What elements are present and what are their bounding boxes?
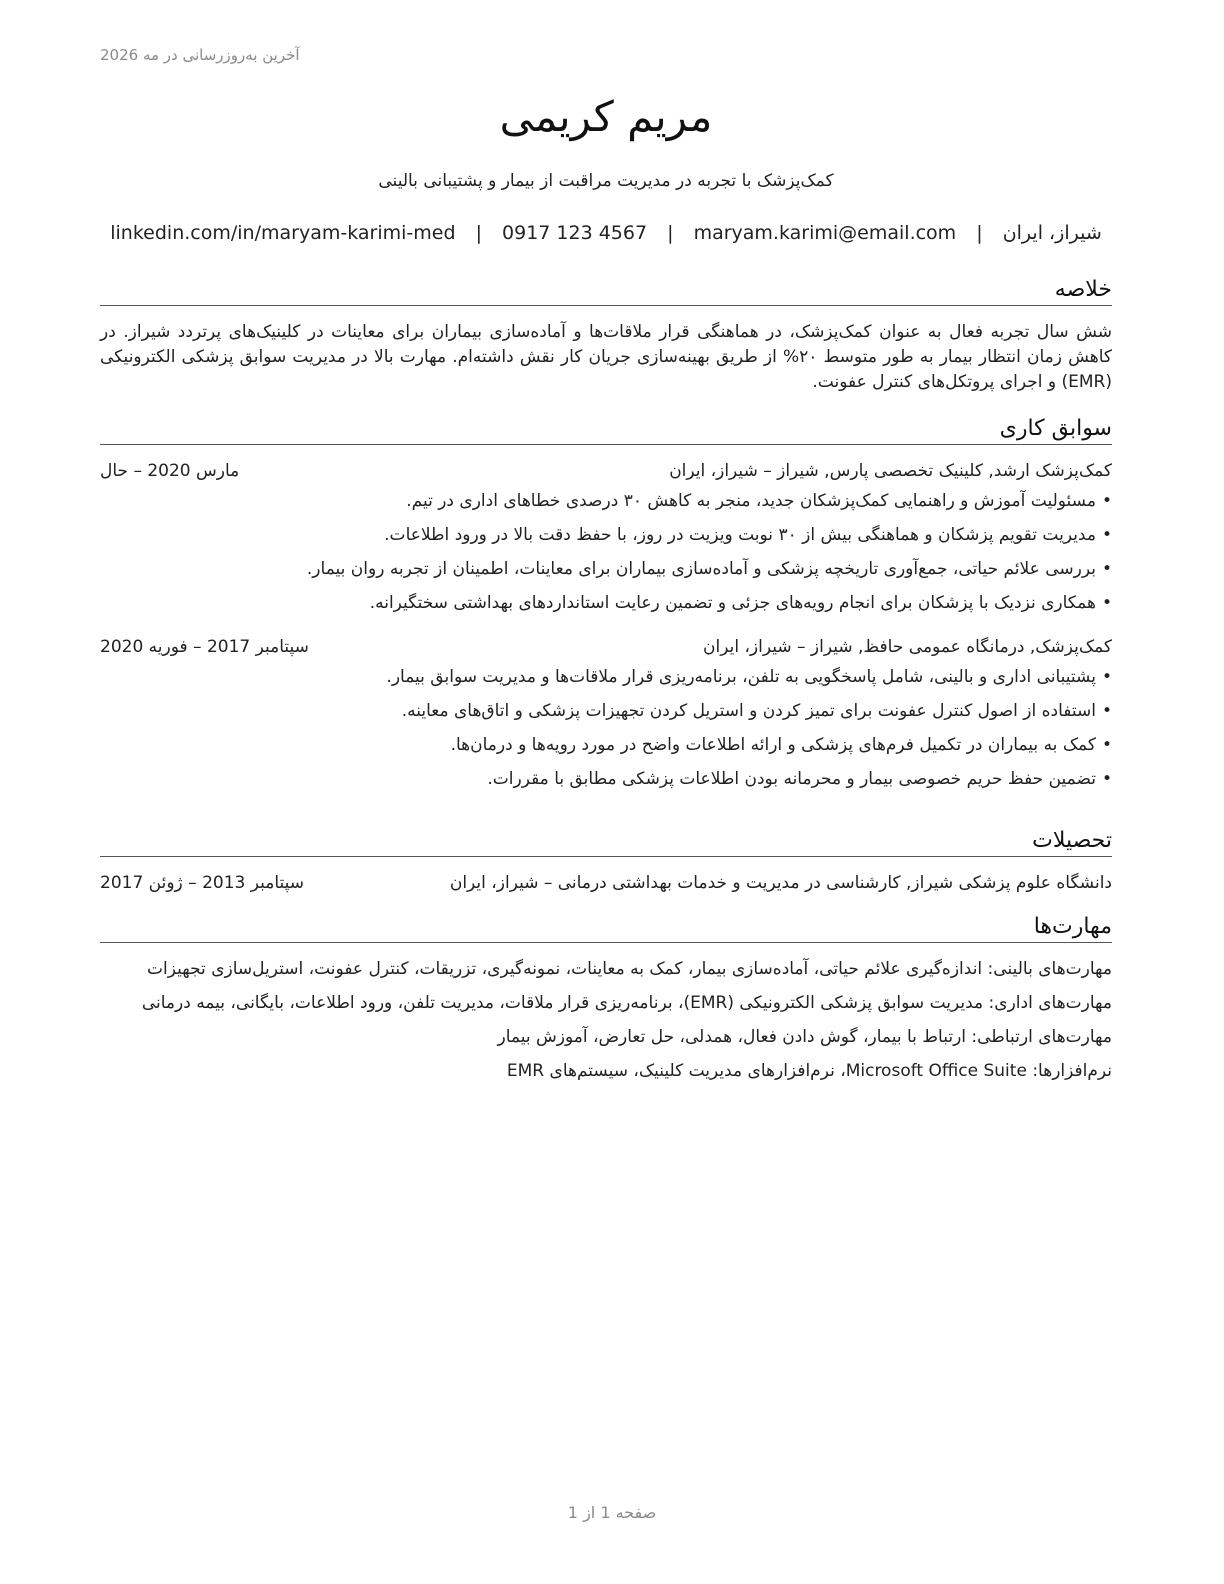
summary-heading: خلاصه [100, 275, 1112, 306]
contact-email[interactable]: maryam.karimi@email.com [693, 222, 957, 244]
job-entry [100, 461, 1112, 615]
bullet-item: •مسئولیت آموزش و راهنمایی کمک‌پزشکان جدید، منجر به کاهش ۳۰ درصدی خطاهای اداری در تیم. [406, 491, 1112, 511]
bullet-dot: • [1101, 701, 1112, 721]
education-heading: تحصیلات [100, 826, 1112, 857]
bullet-item: •پشتیبانی اداری و بالینی، شامل پاسخگویی به تلفن، برنامه‌ریزی قرار ملاقات‌ها و مدیریت سوابق بیمار. [386, 667, 1112, 687]
job-dates: مارس 2020 – حال [100, 461, 240, 481]
contact-linkedin[interactable]: linkedin.com/in/maryam-karimi-med [110, 222, 456, 244]
education-header [100, 873, 1112, 901]
job-entry [100, 637, 1112, 791]
last-updated-note: آخرین به‌روزرسانی در مه 2026 [100, 46, 300, 64]
page-number: صفحه 1 از 1 [567, 1503, 657, 1522]
experience-section [100, 414, 1112, 801]
candidate-name: مریم کریمی [499, 92, 713, 141]
job-header [100, 637, 1112, 665]
skills-list [100, 957, 1112, 1084]
bullet-dot: • [1101, 735, 1112, 755]
job-title: کمک‌پزشک ارشد, کلینیک تخصصی پارس, شیراز – شیراز، ایران [669, 461, 1112, 481]
contact-separator: | [667, 222, 674, 244]
contact-separator: | [475, 222, 482, 244]
skill-line: نرم‌افزارها: Microsoft Office Suite، نرم‌افزارهای مدیریت کلینیک، سیستم‌های EMR [506, 1061, 1112, 1081]
skill-line: مهارت‌های اداری: مدیریت سوابق پزشکی الکترونیکی (EMR)، برنامه‌ریزی قرار ملاقات، مدیریت تلفن، ورود اطلاعات، بایگانی، بیمه درمانی [141, 993, 1112, 1013]
education-dates: سپتامبر 2013 – ژوئن 2017 [100, 873, 305, 893]
contact-line [100, 222, 1112, 244]
bullet-dot: • [1101, 667, 1112, 687]
job-bullets [100, 665, 1112, 791]
candidate-subtitle: کمک‌پزشک با تجربه در مدیریت مراقبت از بیمار و پشتیبانی بالینی [378, 171, 834, 191]
summary-text: شش سال تجربه فعال به عنوان کمک‌پزشک، در هماهنگی قرار ملاقات‌ها و آماده‌سازی بیماران برای معاینات در کلینیک‌های پرتردد شیراز. در کاهش زمان انتظار بیمار به طور متوسط ۲۰% از طریق بهینه‌سازی جریان کار نقش داشته‌ام. مهارت بالا در مدیریت سوابق پزشکی الکترونیکی (EMR) و اجرای پروتکل‌های کنترل عفونت. [100, 322, 1112, 392]
bullet-item: •کمک به بیماران در تکمیل فرم‌های پزشکی و ارائه اطلاعات واضح در مورد رویه‌ها و درمان‌ها. [450, 735, 1112, 755]
contact-location: شیراز، ایران [1002, 222, 1102, 244]
bullet-item: •مدیریت تقویم پزشکان و هماهنگی بیش از ۳۰ نوبت ویزیت در روز، با حفظ دقت بالا در ورود اطلاعات. [384, 525, 1112, 545]
job-title: کمک‌پزشک, درمانگاه عمومی حافظ, شیراز – شیراز، ایران [703, 637, 1112, 657]
summary-section [100, 275, 1112, 395]
contact-phone[interactable]: 0917 123 4567 [502, 222, 648, 244]
bullet-dot: • [1101, 491, 1112, 511]
bullet-item: •همکاری نزدیک با پزشکان برای انجام رویه‌های جزئی و تضمین رعایت استانداردهای بهداشتی سختگیرانه. [369, 593, 1112, 613]
job-dates: سپتامبر 2017 – فوریه 2020 [100, 637, 309, 657]
bullet-dot: • [1101, 593, 1112, 613]
bullet-dot: • [1101, 559, 1112, 579]
education-title: دانشگاه علوم پزشکی شیراز, کارشناسی در مدیریت و خدمات بهداشتی درمانی – شیراز، ایران [449, 873, 1112, 893]
education-section [100, 826, 1112, 901]
bullet-item: •بررسی علائم حیاتی، جمع‌آوری تاریخچه پزشکی و آماده‌سازی بیماران برای معاینات، اطمینان از تجربه روان بیمار. [306, 559, 1112, 579]
contact-separator: | [976, 222, 983, 244]
skill-line: مهارت‌های بالینی: اندازه‌گیری علائم حیاتی، آماده‌سازی بیمار، کمک به معاینات، نمونه‌گیری، تزریقات، کنترل عفونت، استریل‌سازی تجهیزات [147, 959, 1112, 979]
education-entry [100, 873, 1112, 901]
skills-section [100, 912, 1112, 1093]
bullet-dot: • [1101, 525, 1112, 545]
job-header [100, 461, 1112, 489]
bullet-dot: • [1101, 769, 1112, 789]
skill-line: مهارت‌های ارتباطی: ارتباط با بیمار، گوش دادن فعال، همدلی، حل تعارض، آموزش بیمار [497, 1027, 1112, 1047]
bullet-item: •تضمین حفظ حریم خصوصی بیمار و محرمانه بودن اطلاعات پزشکی مطابق با مقررات. [487, 769, 1112, 789]
job-bullets [100, 489, 1112, 615]
bullet-item: •استفاده از اصول کنترل عفونت برای تمیز کردن و استریل کردن تجهیزات پزشکی و اتاق‌های معاینه. [401, 701, 1112, 721]
skills-heading: مهارت‌ها [100, 912, 1112, 943]
resume-page [100, 0, 1112, 1584]
experience-heading: سوابق کاری [100, 414, 1112, 445]
